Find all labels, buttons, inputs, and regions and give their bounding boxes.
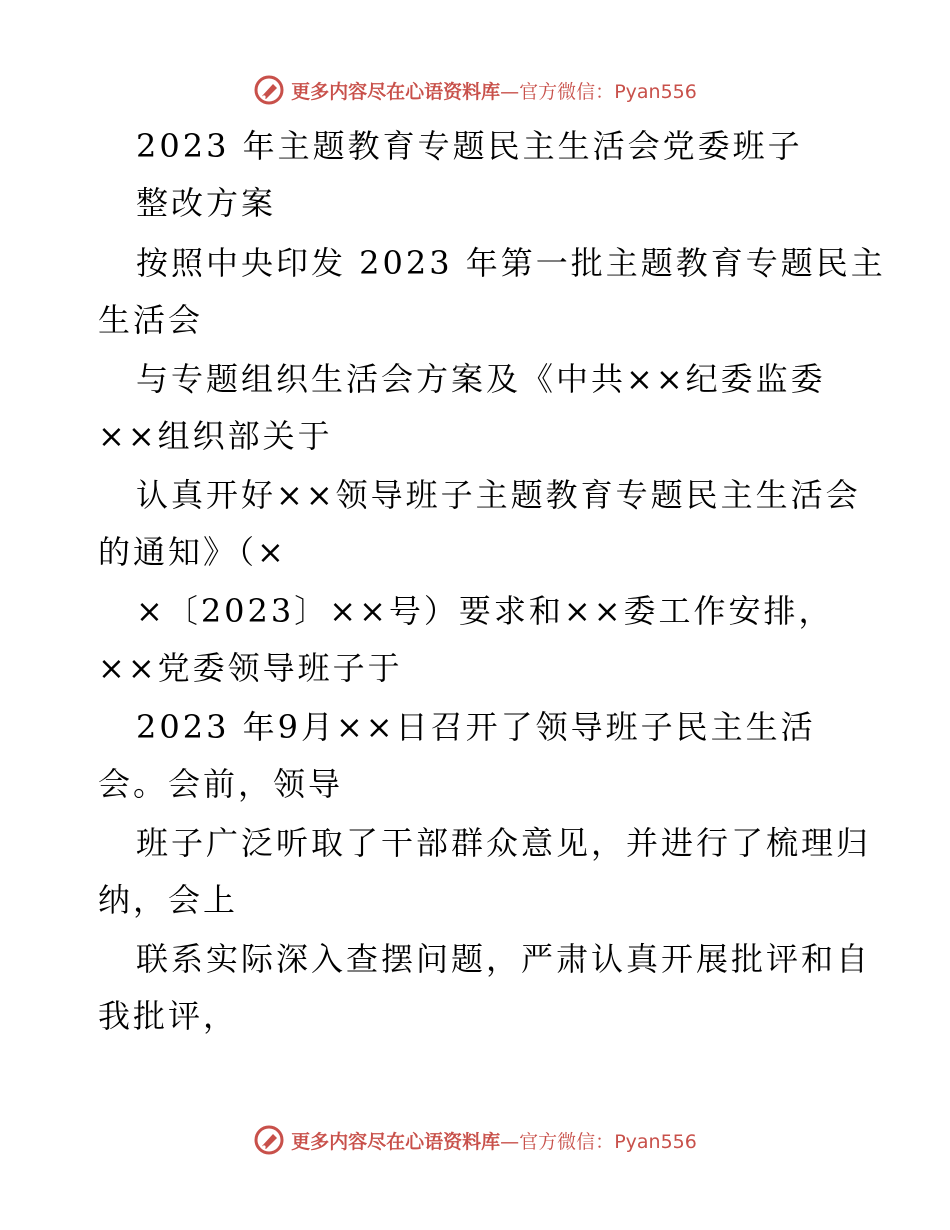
paragraph-line: 生活会 <box>98 301 204 339</box>
document-title-line-1: 2023 年主题教育专题民主生活会党委班子 <box>136 127 803 165</box>
paragraph-line: 与专题组织生活会方案及《中共××纪委监委 <box>136 360 826 398</box>
paragraph-line: ×〔2023〕××号）要求和××委工作安排， <box>136 592 834 630</box>
document-title-line-2: 整改方案 <box>136 184 277 222</box>
pen-nib-circle-icon <box>253 1124 285 1156</box>
paragraph-line: 我批评， <box>98 997 239 1035</box>
watermark-dash: — <box>500 80 520 103</box>
pen-nib-circle-icon <box>253 74 285 106</box>
footer-watermark <box>0 1120 950 1160</box>
watermark-text <box>291 1127 697 1154</box>
paragraph-line: ××党委领导班子于 <box>98 649 403 687</box>
watermark-account: Pyan556 <box>614 1130 697 1153</box>
paragraph-line: 会。会前，领导 <box>98 765 344 803</box>
watermark-sub-text: 官方微信： <box>519 80 615 103</box>
paragraph-line: 2023 年9月××日召开了领导班子民主生活 <box>136 708 816 746</box>
paragraph-line: 纳，会上 <box>98 881 239 919</box>
paragraph-line: 按照中央印发 2023 年第一批主题教育专题民主 <box>136 244 886 282</box>
paragraph-line: 班子广泛听取了干部群众意见，并进行了梳理归 <box>136 824 872 862</box>
paragraph-line: 的通知》（× <box>98 533 287 571</box>
watermark-account: Pyan556 <box>614 80 697 103</box>
watermark-main-text: 更多内容尽在心语资料库 <box>291 80 501 103</box>
paragraph-line: 联系实际深入查摆问题，严肃认真开展批评和自 <box>136 940 872 978</box>
paragraph-line: ××组织部关于 <box>98 417 333 455</box>
watermark-main-text: 更多内容尽在心语资料库 <box>291 1130 501 1153</box>
paragraph-line: 认真开好××领导班子主题教育专题民主生活会 <box>136 476 861 514</box>
header-watermark <box>0 70 950 110</box>
watermark-sub-text: 官方微信： <box>519 1130 615 1153</box>
watermark-text <box>291 77 697 104</box>
watermark-dash: — <box>500 1130 520 1153</box>
